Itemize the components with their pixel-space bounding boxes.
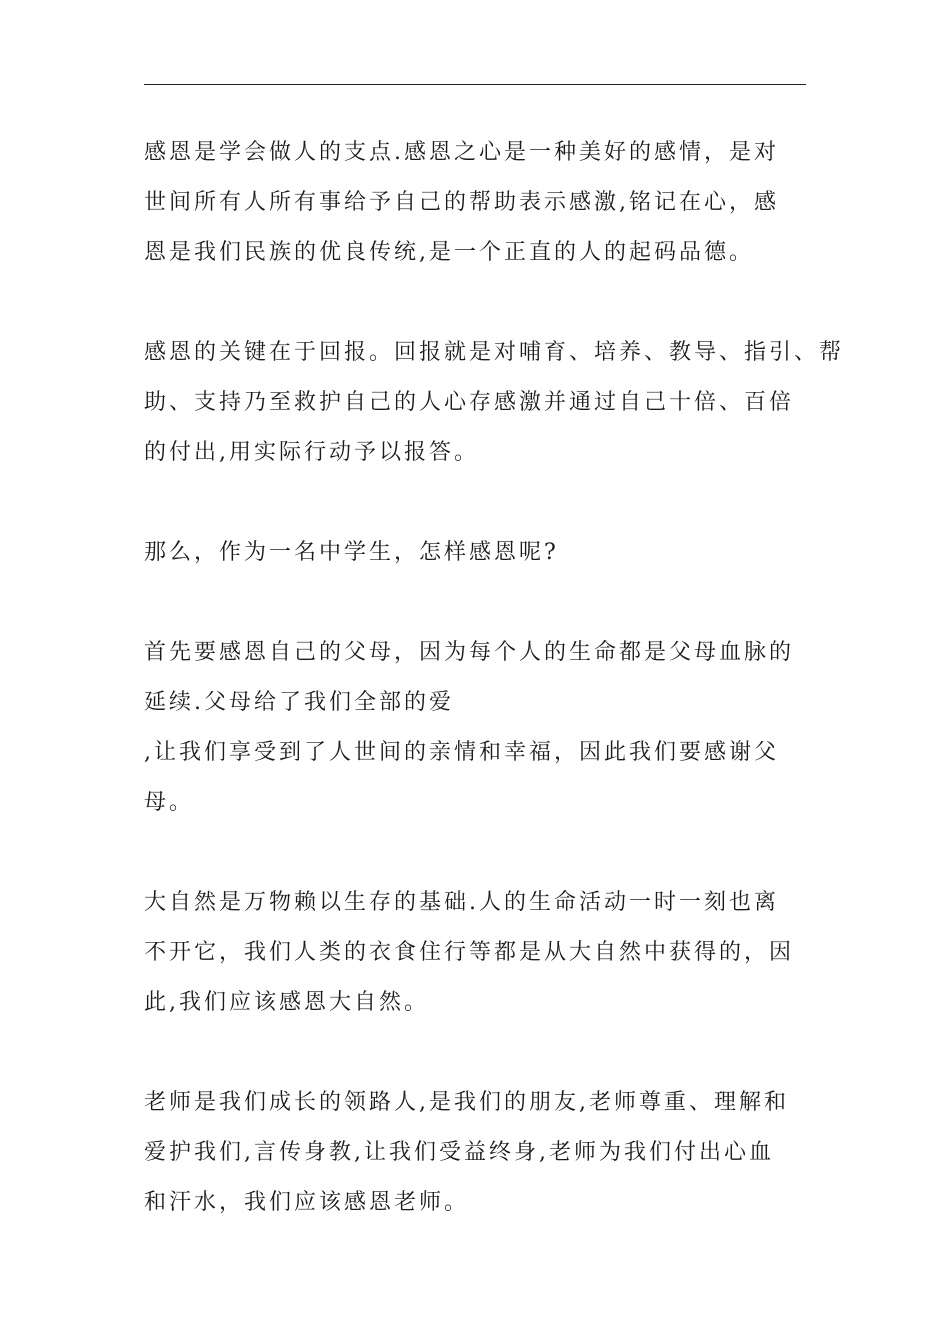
text-line: 首先要感恩自己的父母，因为每个人的生命都是父母血脉的: [144, 640, 795, 665]
text-line: ,让我们享受到了人世间的亲情和幸福，因此我们要感谢父: [144, 740, 779, 765]
text-line: 延续.父母给了我们全部的爱: [144, 690, 454, 715]
paragraph-2: [144, 328, 845, 478]
text-line: 的付出,用实际行动予以报答。: [144, 440, 479, 465]
paragraph-5: [144, 878, 808, 1028]
text-line: 母。: [144, 790, 195, 815]
header-rule: [144, 84, 806, 85]
text-line: 爱护我们,言传身教,让我们受益终身,老师为我们付出心血: [144, 1140, 774, 1165]
text-line: 老师是我们成长的领路人,是我们的朋友,老师尊重、理解和: [144, 1090, 789, 1115]
paragraph-1: [144, 128, 808, 278]
text-line: 助、支持乃至救护自己的人心存感激并通过自己十倍、百倍: [144, 390, 795, 415]
text-line: 感恩的关键在于回报。回报就是对哺育、培养、教导、指引、帮: [144, 340, 845, 365]
text-line: 感恩是学会做人的支点.感恩之心是一种美好的感情，是对: [144, 140, 779, 165]
text-line: 不开它，我们人类的衣食住行等都是从大自然中获得的，因: [144, 940, 795, 965]
text-line: 世间所有人所有事给予自己的帮助表示感激,铭记在心，感: [144, 190, 779, 215]
body-text: [144, 128, 845, 1278]
paragraph-4: [144, 628, 808, 828]
text-line: 和汗水，我们应该感恩老师。: [144, 1190, 470, 1215]
paragraph-3: [144, 528, 808, 578]
text-line: 大自然是万物赖以生存的基础.人的生命活动一时一刻也离: [144, 890, 779, 915]
text-line: 那么，作为一名中学生，怎样感恩呢?: [144, 540, 559, 565]
paragraph-6: [144, 1078, 808, 1228]
text-line: 此,我们应该感恩大自然。: [144, 990, 429, 1015]
text-line: 恩是我们民族的优良传统,是一个正直的人的起码品德。: [144, 240, 754, 265]
